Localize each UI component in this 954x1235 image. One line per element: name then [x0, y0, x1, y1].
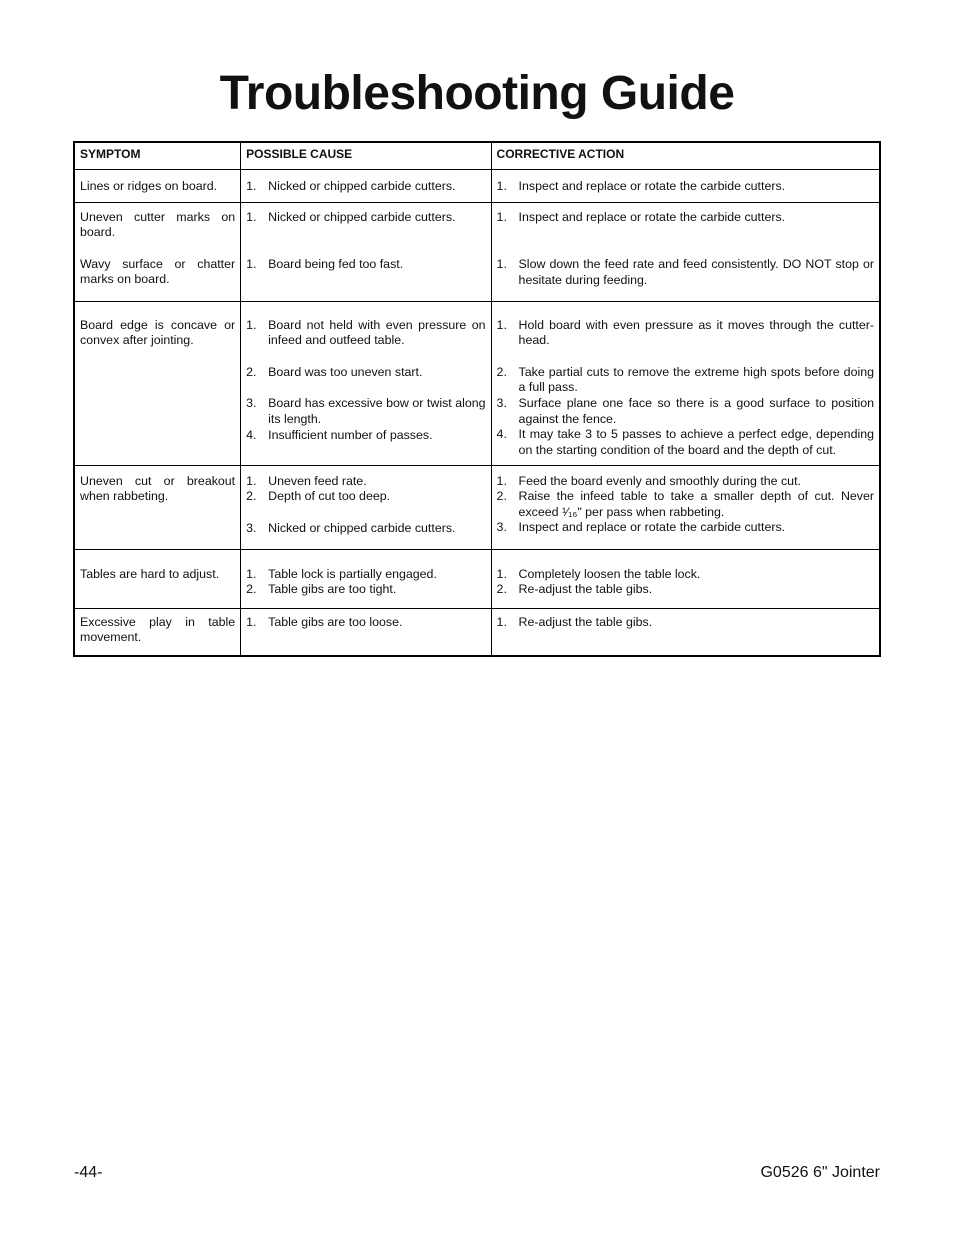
- symptom-text: Board edge is concave or convex after jointing.: [80, 317, 236, 348]
- cause-number: 1.: [246, 257, 257, 272]
- cause-text: Nicked or chipped carbide cutters.: [268, 178, 456, 193]
- cause-number: 1.: [246, 209, 257, 224]
- cause-text: Nicked or chipped carbide cutters.: [268, 520, 456, 535]
- page-number: -44-: [74, 1164, 103, 1181]
- action-text: Hold board with even pressure as it moves through the cutter-head.: [518, 317, 874, 348]
- cause-number: 3.: [246, 396, 257, 411]
- table-row: [74, 608, 880, 656]
- table-row: [74, 202, 880, 301]
- cause-text: Uneven feed rate.: [268, 473, 367, 488]
- table-row: [74, 169, 880, 202]
- troubleshooting-table: [73, 141, 881, 657]
- cause-number: 2.: [246, 582, 257, 597]
- table-row: [74, 465, 880, 549]
- action-number: 2.: [496, 364, 507, 379]
- symptom-text: Lines or ridges on board.: [80, 178, 218, 193]
- cause-number: 3.: [246, 520, 257, 535]
- cause-number: 1.: [246, 566, 257, 581]
- cause-number: 1.: [246, 178, 257, 193]
- cause-text: Board was too uneven start.: [268, 364, 423, 379]
- symptom-text: Excessive play in table movement.: [80, 614, 236, 645]
- cause-text: Insufficient number of passes.: [268, 427, 433, 442]
- cause-number: 2.: [246, 489, 257, 504]
- action-text: Inspect and replace or rotate the carbide cutters.: [518, 520, 786, 535]
- cause-text: Nicked or chipped carbide cutters.: [268, 209, 456, 224]
- action-number: 1.: [496, 614, 507, 629]
- header-symptom: SYMPTOM: [74, 142, 241, 169]
- action-number: 1.: [496, 257, 507, 272]
- action-number: 2.: [496, 489, 507, 504]
- page-title: Troubleshooting Guide: [219, 67, 735, 120]
- action-text: Feed the board evenly and smoothly during the cut.: [518, 473, 801, 488]
- action-number: 3.: [496, 520, 507, 535]
- symptom-text: Tables are hard to adjust.: [80, 566, 220, 581]
- cause-number: 1.: [246, 614, 257, 629]
- action-number: 3.: [496, 395, 507, 410]
- action-text: It may take 3 to 5 passes to achieve a perfect edge, depending on the starting condition of the board and the depth of cut.: [518, 427, 874, 457]
- action-number: 1.: [496, 566, 507, 581]
- cause-number: 4.: [246, 427, 257, 442]
- action-text: Surface plane one face so there is a good surface to position against the fence.: [518, 395, 874, 426]
- symptom-text: Wavy surface or chatter marks on board.: [80, 256, 236, 287]
- action-text: Take partial cuts to remove the extreme high spots before doing a full pass.: [518, 364, 874, 395]
- document-name: G0526 6" Jointer: [760, 1164, 880, 1181]
- action-text: Re-adjust the table gibs.: [518, 614, 653, 629]
- symptom-text: Uneven cutter marks on board.: [80, 209, 236, 240]
- header-corrective-action: CORRECTIVE ACTION: [491, 142, 880, 169]
- table-header-row: [74, 142, 880, 169]
- cause-text: Board being fed too fast.: [268, 257, 404, 272]
- action-number: 1.: [496, 209, 507, 224]
- action-text: Inspect and replace or rotate the carbide cutters.: [518, 178, 786, 193]
- cause-number: 1.: [246, 473, 257, 488]
- cause-text: Depth of cut too deep.: [268, 489, 391, 504]
- table-row: [74, 549, 880, 608]
- cause-number: 1.: [246, 317, 257, 332]
- header-possible-cause: POSSIBLE CAUSE: [241, 142, 491, 169]
- action-number: 1.: [496, 473, 507, 488]
- action-number: 4.: [496, 427, 507, 442]
- symptom-text: Uneven cut or breakout when rabbeting.: [80, 473, 236, 504]
- cause-text: Board has excessive bow or twist along its length.: [268, 396, 486, 426]
- action-text: Raise the infeed table to take a smaller depth of cut. Never exceed ¹⁄₁₆" per pass when rabbeting.: [518, 489, 874, 519]
- cause-text: Table gibs are too tight.: [268, 582, 397, 597]
- action-number: 1.: [496, 317, 507, 332]
- action-number: 2.: [496, 582, 507, 597]
- action-text: Completely loosen the table lock.: [518, 566, 701, 581]
- cause-text: Board not held with even pressure on infeed and outfeed table.: [268, 317, 486, 348]
- table-row: [74, 301, 880, 465]
- action-text: Re-adjust the table gibs.: [518, 582, 653, 597]
- cause-text: Table lock is partially engaged.: [268, 566, 437, 581]
- action-text: Inspect and replace or rotate the carbide cutters.: [518, 209, 786, 224]
- cause-number: 2.: [246, 364, 257, 379]
- action-text: Slow down the feed rate and feed consistently. DO NOT stop or hesitate during feeding.: [518, 257, 874, 287]
- cause-text: Table gibs are too loose.: [268, 614, 403, 629]
- action-number: 1.: [496, 178, 507, 193]
